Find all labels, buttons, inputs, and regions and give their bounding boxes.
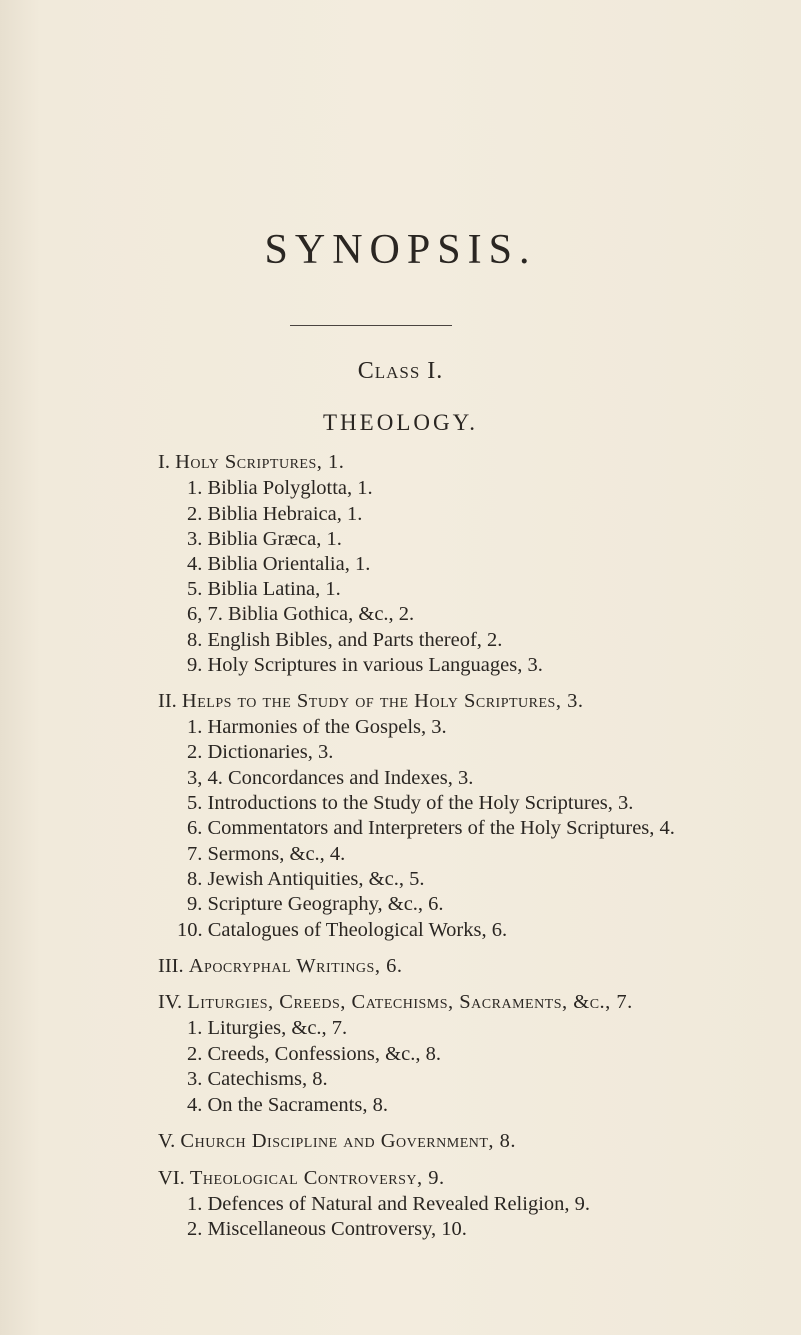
list-item: 6, 7. Biblia Gothica, &c., 2. <box>187 603 415 625</box>
section-heading: Holy Scriptures, 1. <box>175 451 345 473</box>
section-heading-row <box>158 688 583 714</box>
section-numeral: III. <box>158 955 184 977</box>
list-item: 5. Introductions to the Study of the Holy Scriptures, 3. <box>187 792 634 814</box>
section-heading-row <box>158 1128 516 1154</box>
list-item: 2. Miscellaneous Controversy, 10. <box>187 1218 467 1240</box>
list-item: 3. Biblia Græca, 1. <box>187 528 342 550</box>
class-heading: Class I. <box>357 358 444 384</box>
section-heading: Liturgies, Creeds, Catechisms, Sacraments, &c., 7. <box>187 991 633 1013</box>
list-item: 3. Catechisms, 8. <box>187 1068 328 1090</box>
list-item: 3, 4. Concordances and Indexes, 3. <box>187 767 474 789</box>
list-item: 4. On the Sacraments, 8. <box>187 1094 388 1116</box>
title-divider <box>290 325 452 326</box>
page-title: SYNOPSIS. <box>264 227 537 273</box>
list-item: 2. Dictionaries, 3. <box>187 741 334 763</box>
section-heading: Theological Controversy, 9. <box>189 1167 445 1189</box>
section-heading-row <box>158 449 344 475</box>
section-heading: Apocryphal Writings, 6. <box>188 955 403 977</box>
list-item: 1. Harmonies of the Gospels, 3. <box>187 716 447 738</box>
list-item: 7. Sermons, &c., 4. <box>187 843 346 865</box>
list-item: 5. Biblia Latina, 1. <box>187 578 341 600</box>
section-heading-row <box>158 953 402 979</box>
section-heading: Helps to the Study of the Holy Scriptures, 3. <box>181 690 584 712</box>
section-numeral: II. <box>158 690 177 712</box>
section-numeral: IV. <box>158 991 183 1013</box>
list-item: 8. English Bibles, and Parts thereof, 2. <box>187 629 503 651</box>
list-item: 4. Biblia Orientalia, 1. <box>187 553 371 575</box>
section-numeral: V. <box>158 1130 176 1152</box>
list-item: 8. Jewish Antiquities, &c., 5. <box>187 868 425 890</box>
section-heading-row <box>158 1165 445 1191</box>
list-item: 2. Creeds, Confessions, &c., 8. <box>187 1043 441 1065</box>
list-item: 9. Scripture Geography, &c., 6. <box>187 893 444 915</box>
section-heading: Church Discipline and Government, 8. <box>180 1130 517 1152</box>
list-item: 1. Biblia Polyglotta, 1. <box>187 477 373 499</box>
list-item: 1. Defences of Natural and Revealed Religion, 9. <box>187 1193 591 1215</box>
section-numeral: VI. <box>158 1167 185 1189</box>
list-item: 2. Biblia Hebraica, 1. <box>187 503 363 525</box>
list-item: 1. Liturgies, &c., 7. <box>187 1017 348 1039</box>
section-numeral: I. <box>158 451 170 473</box>
section-heading-row <box>158 989 633 1015</box>
list-item: 6. Commentators and Interpreters of the Holy Scriptures, 4. <box>187 817 675 839</box>
list-item: 9. Holy Scriptures in various Languages, 3. <box>187 654 543 676</box>
list-item: 10. Catalogues of Theological Works, 6. <box>177 919 508 941</box>
subject-heading: THEOLOGY. <box>323 410 478 435</box>
